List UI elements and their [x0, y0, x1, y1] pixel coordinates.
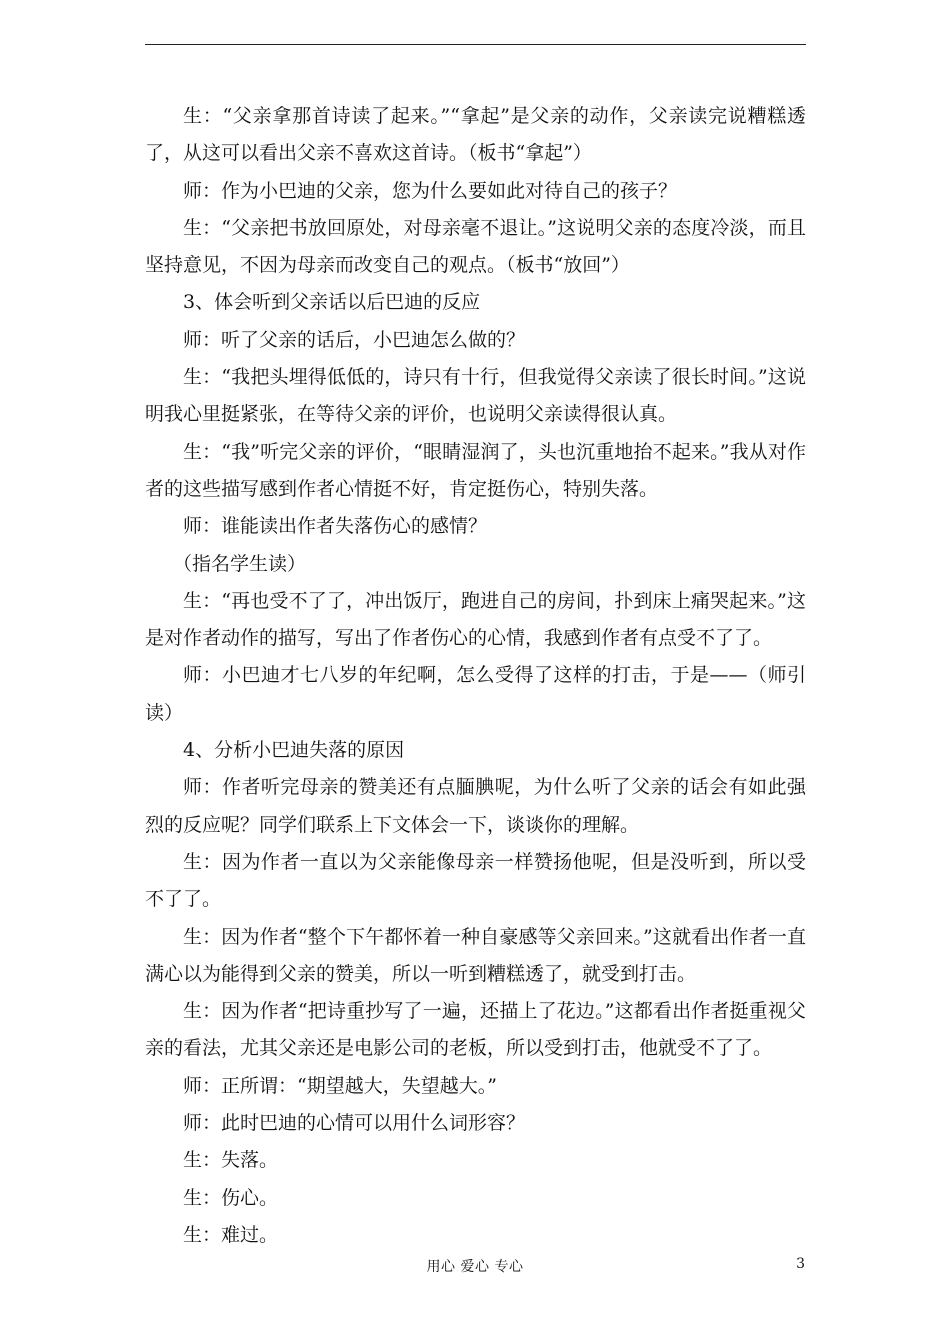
paragraph: 生：“再也受不了了，冲出饭厅，跑进自己的房间，扑到床上痛哭起来。”这是对作者动作的描写，写出了作者伤心的心情，我感到作者有点受不了了。 — [145, 589, 806, 650]
paragraph: 师：小巴迪才七八岁的年纪啊，怎么受得了这样的打击，于是——（师引读） — [145, 664, 806, 724]
paragraph: 生：伤心。 — [183, 1186, 279, 1209]
paragraph: 师：此时巴迪的心情可以用什么词形容？ — [183, 1112, 526, 1135]
section-heading: 4、分析小巴迪失落的原因 — [183, 739, 405, 762]
paragraph: 师：谁能读出作者失落伤心的感情？ — [183, 515, 488, 538]
paragraph: 师：听了父亲的话后，小巴迪怎么做的？ — [183, 328, 526, 351]
paragraph: 生：“我把头埋得低低的，诗只有十行，但我觉得父亲读了很长时间。”这说明我心里挺紧张，在等待父亲的评价，也说明父亲读得很认真。 — [145, 366, 806, 426]
paragraph: 生：因为作者“整个下午都怀着一种自豪感等父亲回来。”这就看出作者一直满心以为能得到父亲的赞美，所以一听到糟糕透了，就受到打击。 — [145, 925, 806, 985]
page-number: 3 — [796, 1256, 805, 1272]
paragraph: 师：正所谓：“期望越大，失望越大。” — [183, 1074, 497, 1097]
paragraph: 师：作者听完母亲的赞美还有点腼腆呢，为什么听了父亲的话会有如此强烈的反应呢？同学们联系上下文体会一下，谈谈你的理解。 — [145, 776, 806, 836]
paragraph: 生：因为作者“把诗重抄写了一遍，还描上了花边。”这都看出作者挺重视父亲的看法，尤其父亲还是电影公司的老板，所以受到打击，他就受不了了。 — [145, 1000, 806, 1060]
header-rule — [145, 44, 806, 45]
paragraph: 师：作为小巴迪的父亲，您为什么要如此对待自己的孩子？ — [183, 179, 678, 202]
page-footer — [0, 1256, 950, 1276]
paragraph: 生：失落。 — [183, 1149, 279, 1172]
paragraph: 生：难过。 — [183, 1223, 279, 1246]
paragraph: 生：因为作者一直以为父亲能像母亲一样赞扬他呢，但是没听到，所以受不了了。 — [145, 850, 806, 911]
section-heading: 3、体会听到父亲话以后巴迪的反应 — [183, 291, 481, 314]
paragraph: 生：“我”听完父亲的评价，“眼睛湿润了，头也沉重地抬不起来。”我从对作者的这些描写感到作者心情挺不好，肯定挺伤心，特别失落。 — [145, 440, 806, 500]
paragraph: 生：“父亲把书放回原处，对母亲毫不退让。”这说明父亲的态度冷淡，而且坚持意见，不因为母亲而改变自己的观点。（板书“放回”） — [145, 216, 806, 277]
paragraph: 生：“父亲拿那首诗读了起来。”“拿起”是父亲的动作，父亲读完说糟糕透了，从这可以看出父亲不喜欢这首诗。（板书“拿起”） — [145, 105, 806, 165]
document-body — [145, 98, 806, 1254]
stage-direction: （指名学生读） — [173, 552, 307, 575]
footer-motto: 用心 爱心 专心 — [426, 1259, 524, 1275]
